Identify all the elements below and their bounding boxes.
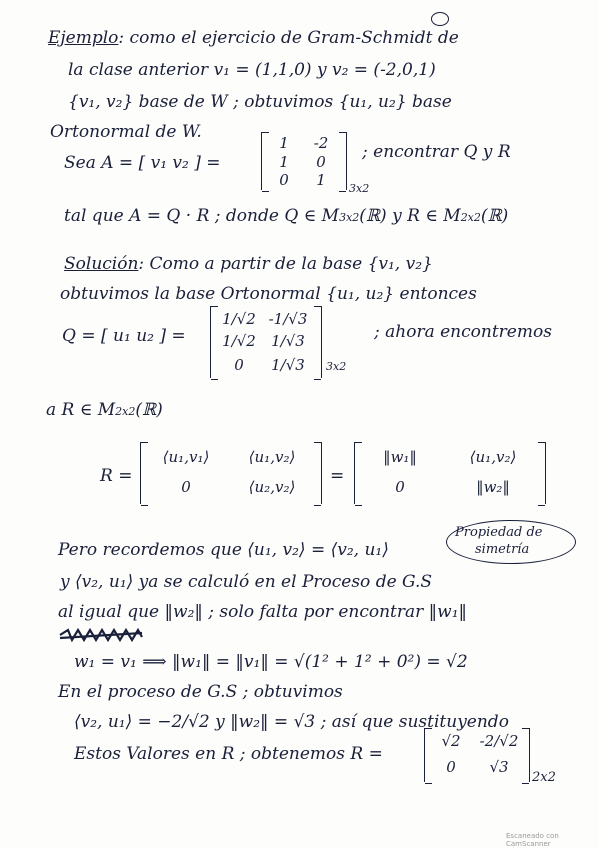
matrix-A-cell: 0 — [316, 153, 326, 171]
matrix-R-final-cell: √2 — [441, 732, 461, 750]
condition-text: tal que A = Q · R ; donde Q ∈ M — [64, 206, 340, 226]
solution-line — [64, 254, 433, 274]
recall-line: Pero recordemos que ⟨u₁, v₂⟩ = ⟨v₂, u₁⟩ — [58, 540, 389, 560]
orthonormal-line: Ortonormal de W. — [50, 122, 202, 142]
matrix-R-final-cell: 0 — [446, 758, 456, 776]
symmetry-property-bubble — [446, 520, 576, 564]
doodle-mark — [431, 12, 449, 26]
values-line: ⟨v₂, u₁⟩ = −2/√2 y ‖w₂‖ = √3 ; así que sustituyendo — [74, 712, 509, 732]
orthonormal-basis-line: obtuvimos la base Ortonormal {u₁, u₂} entonces — [60, 284, 477, 304]
matrix-R2-cell: 0 — [395, 478, 405, 496]
example-label: Ejemplo — [48, 28, 119, 48]
matrix-R2-cell: ‖w₂‖ — [476, 478, 510, 496]
matrix-A-cell: 1 — [279, 153, 289, 171]
matrix-R-final-size: 2x2 — [532, 770, 556, 785]
R-membership-field: (ℝ) — [135, 400, 163, 420]
find-QR-text: ; encontrar Q y R — [362, 142, 511, 162]
matrix-R1-cell: ⟨u₁,v₂⟩ — [248, 448, 296, 466]
matrix-A-size: 3x2 — [349, 182, 370, 195]
matrix-Q-cell: 1/√3 — [271, 356, 305, 374]
R-label: R = — [100, 466, 133, 486]
example-heading-line — [48, 28, 459, 48]
condition-text-2: (ℝ) y R ∈ M — [359, 206, 461, 226]
bubble-text-2: simetría — [475, 542, 530, 557]
solution-label: Solución — [64, 254, 139, 274]
matrix-Q — [210, 306, 322, 378]
matrix-A-cell: 0 — [279, 171, 289, 189]
Q-dim: 3x2 — [339, 211, 360, 224]
bubble-text-1: Propiedad de — [455, 525, 543, 540]
gs-process-line: En el proceso de G.S ; obtuvimos — [58, 682, 343, 702]
example-intro-text: : como el ejercicio de Gram-Schmidt de — [118, 28, 459, 48]
matrix-R-final-cell: √3 — [489, 758, 509, 776]
matrix-Q-cell: -1/√3 — [268, 310, 308, 328]
matrix-R1-cell: ⟨u₂,v₂⟩ — [248, 478, 296, 496]
matrix-Q-label: Q = [ u₁ u₂ ] = — [62, 326, 186, 346]
matrix-A-cell: 1 — [316, 171, 326, 189]
matrix-R-norms — [354, 442, 546, 504]
matrix-R1-cell: ⟨u₁,v₁⟩ — [162, 448, 210, 466]
equals-sign: = — [330, 466, 345, 486]
matrix-R-inner-products — [140, 442, 322, 504]
matrix-A-cell: 1 — [279, 134, 289, 152]
matrix-A-cell: -2 — [313, 134, 329, 152]
matrix-R2-cell: ⟨u₁,v₂⟩ — [469, 448, 517, 466]
matrix-Q-cell: 1/√2 — [222, 332, 256, 350]
R-membership-line — [46, 400, 163, 422]
matrix-R-final — [424, 728, 530, 782]
condition-text-3: (ℝ) — [480, 206, 509, 226]
missing-norm-line: al igual que ‖w₂‖ ; solo falta por encontrar ‖w₁‖ — [58, 602, 468, 622]
matrix-A — [261, 132, 347, 190]
scribbled-out-word — [58, 628, 144, 642]
matrix-R-final-cell: -2/√2 — [479, 732, 519, 750]
matrix-Q-cell: 1/√2 — [222, 310, 256, 328]
matrix-R1-cell: 0 — [181, 478, 191, 496]
scanner-watermark: Escaneado con CamScanner — [506, 832, 559, 848]
R-membership-text: a R ∈ M — [46, 400, 116, 420]
condition-line — [64, 206, 508, 228]
already-computed-line: y ⟨v₂, u₁⟩ ya se calculó en el Proceso de G.S — [60, 572, 433, 592]
matrix-Q-cell: 1/√3 — [271, 332, 305, 350]
matrix-Q-cell: 0 — [234, 356, 244, 374]
R-dim: 2x2 — [460, 211, 481, 224]
now-find-text: ; ahora encontremos — [374, 322, 552, 342]
vectors-line: la clase anterior v₁ = (1,1,0) y v₂ = (-2,0,1) — [68, 60, 436, 80]
R-membership-dim: 2x2 — [115, 405, 136, 418]
matrix-Q-size: 3x2 — [326, 360, 347, 373]
matrix-R2-cell: ‖w₁‖ — [383, 448, 417, 466]
final-R-label: Estos Valores en R ; obtenemos R = — [74, 744, 383, 764]
w1-norm-line: w₁ = v₁ ⟹ ‖w₁‖ = ‖v₁‖ = √(1² + 1² + 0²) = √2 — [74, 652, 468, 672]
basis-line: {v₁, v₂} base de W ; obtuvimos {u₁, u₂} base — [68, 92, 452, 112]
matrix-A-label: Sea A = [ v₁ v₂ ] = — [64, 153, 221, 173]
solution-text: : Como a partir de la base {v₁, v₂} — [138, 254, 433, 274]
